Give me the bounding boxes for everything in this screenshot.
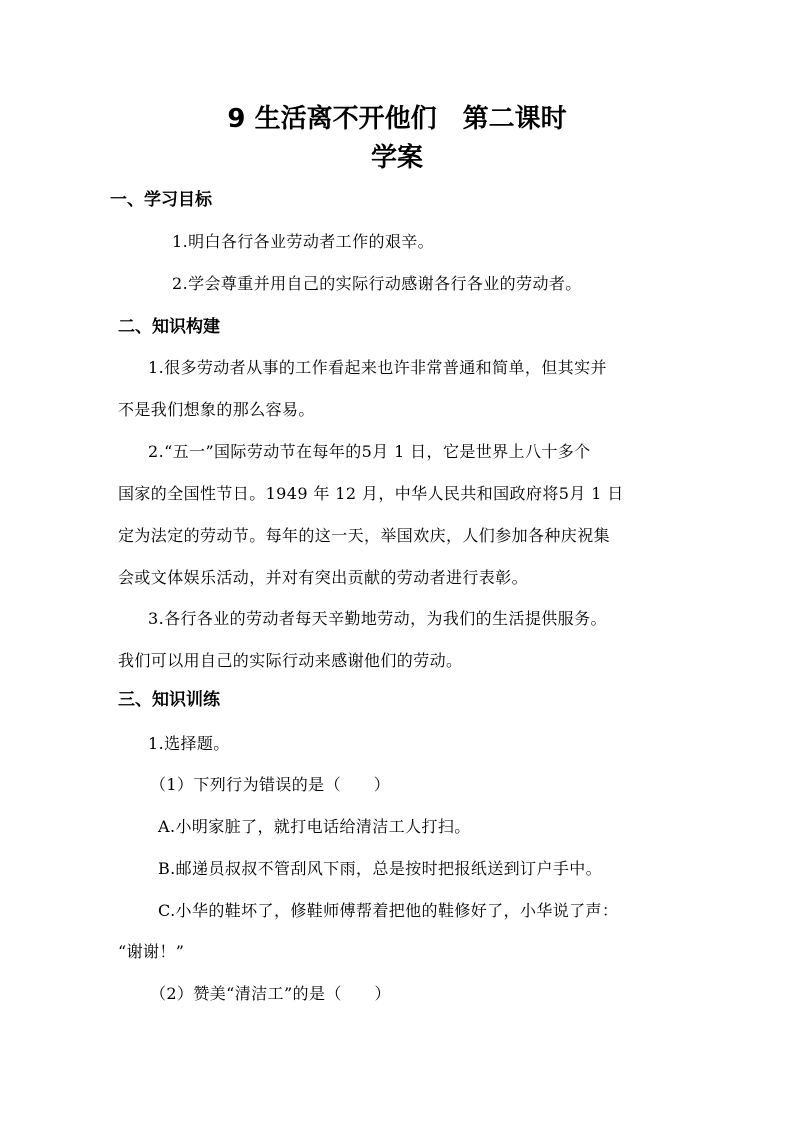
knowledge-para-3-line-1: 3.各行各业的劳动者每天辛勤地劳动，为我们的生活提供服务。 [148,609,607,628]
goal-item-1: 1.明白各行各业劳动者工作的艰辛。 [172,232,435,251]
section-heading-knowledge: 二、知识构建 [118,317,220,337]
knowledge-para-2-line-3: 定为法定的劳动节。每年的这一天，举国欢庆，人们参加各种庆祝集 [118,526,611,545]
question-1-option-c-line-1: C.小华的鞋坏了，修鞋师傅帮着把他的鞋修好了，小华说了声： [158,901,619,920]
section-heading-goals: 一、学习目标 [110,190,212,210]
section-heading-training: 三、知识训练 [118,690,220,710]
document-title: 9 生活离不开他们 第二课时 [227,104,567,134]
question-2: （2）赞美“清洁工”的是（ ） [150,984,391,1003]
goal-item-2: 2.学会尊重并用自己的实际行动感谢各行各业的劳动者。 [172,274,582,293]
question-1-option-c-line-2: “谢谢！” [118,942,185,961]
question-1-option-b: B.邮递员叔叔不管刮风下雨，总是按时把报纸送到订户手中。 [158,859,603,878]
question-1: （1）下列行为错误的是（ ） [150,775,391,794]
document-subtitle: 学案 [370,143,423,173]
question-1-option-a: A.小明家脏了，就打电话给清洁工人打扫。 [158,817,471,836]
knowledge-para-2-line-2: 国家的全国性节日。1949 年 12 月，中华人民共和国政府将5月 1 日 [118,484,624,503]
knowledge-para-1-line-2: 不是我们想象的那么容易。 [118,400,315,419]
knowledge-para-3-line-2: 我们可以用自己的实际行动来感谢他们的劳动。 [118,651,463,670]
question-type-title: 1.选择题。 [148,734,230,753]
knowledge-para-2-line-1: 2.“五一”国际劳动节在每年的5月 1 日，它是世界上八十多个 [148,442,591,461]
knowledge-para-2-line-4: 会或文体娱乐活动，并对有突出贡献的劳动者进行表彰。 [118,568,529,587]
knowledge-para-1-line-1: 1.很多劳动者从事的工作看起来也许非常普通和简单，但其实并 [148,358,607,377]
